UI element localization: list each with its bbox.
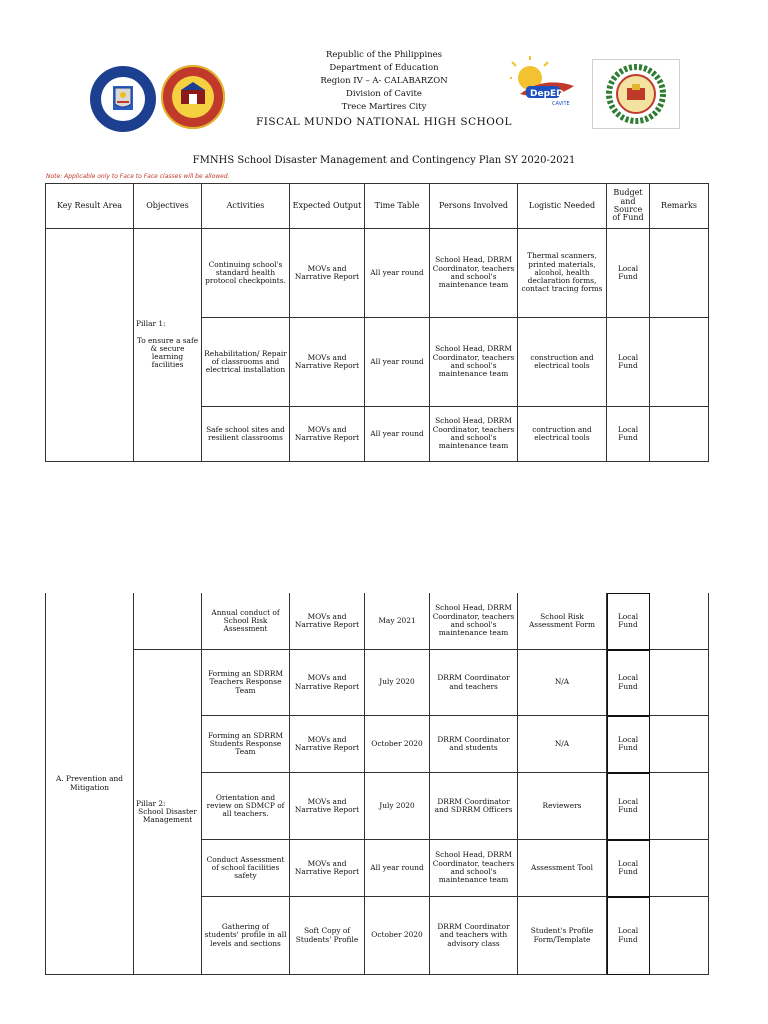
time-cell: All year round <box>365 407 430 462</box>
activity-cell: Orientation and review on SDMCP of all teachers. <box>202 773 290 840</box>
logistic-cell: Student's Profile Form/Template <box>518 897 607 975</box>
time-cell: July 2020 <box>365 650 430 716</box>
activity-cell: Forming an SDRRM Teachers Response Team <box>202 650 290 716</box>
deped-cavite-sub: CAVITE <box>552 101 570 107</box>
budget-cell: Local Fund <box>607 773 650 840</box>
page-break-mask-4 <box>46 978 134 982</box>
time-cell: October 2020 <box>365 716 430 773</box>
output-cell: Soft Copy of Students' Profile <box>290 897 365 975</box>
time-cell: All year round <box>365 840 430 897</box>
output-cell: MOVs and Narrative Report <box>290 407 365 462</box>
page-break-mask-6 <box>651 978 709 982</box>
remarks-cell <box>650 407 709 462</box>
budget-cell: Local Fund <box>607 650 650 716</box>
header-department: Department of Education <box>329 63 439 73</box>
time-cell: May 2021 <box>365 593 430 650</box>
output-cell: MOVs and Narrative Report <box>290 716 365 773</box>
budget-cell: Local Fund <box>607 593 650 650</box>
header-budget: Budget and Source of Fund <box>607 184 650 229</box>
header-activities: Activities <box>202 184 290 229</box>
persons-cell: School Head, DRRM Coordinator, teachers and school's maintenance team <box>430 229 518 318</box>
applicability-note: Note: Applicable only to Face to Face classes will be allowed. <box>46 173 230 180</box>
pillar-1-label: Pillar 1: <box>136 319 166 329</box>
budget-cell: Local Fund <box>607 407 650 462</box>
persons-cell: School Head, DRRM Coordinator, teachers and school's maintenance team <box>430 593 518 650</box>
activity-cell: Safe school sites and resilient classrooms <box>202 407 290 462</box>
time-cell: All year round <box>365 229 430 318</box>
remarks-cell <box>650 773 709 840</box>
activity-cell: Gathering of students' profile in all levels and sections <box>202 897 290 975</box>
objective-pillar-2 <box>134 650 202 975</box>
table-header-row <box>46 184 709 229</box>
logistic-cell: Thermal scanners, printed materials, alcohol, health declaration forms, contact tracing forms <box>518 229 607 318</box>
header-objectives: Objectives <box>134 184 202 229</box>
deped-cavite-logo <box>510 56 578 122</box>
header-key-result-area: Key Result Area <box>46 184 134 229</box>
activity-cell: Forming an SDRRM Students Response Team <box>202 716 290 773</box>
persons-cell: School Head, DRRM Coordinator, teachers and school's maintenance team <box>430 407 518 462</box>
plan-title: FMNHS School Disaster Management and Contingency Plan SY 2020-2021 <box>192 155 576 166</box>
header-logistic-needed: Logistic Needed <box>518 184 607 229</box>
persons-cell: DRRM Coordinator and teachers with advisory class <box>430 897 518 975</box>
header-expected-output: Expected Output <box>290 184 365 229</box>
school-logo <box>592 59 680 129</box>
persons-cell: School Head, DRRM Coordinator, teachers and school's maintenance team <box>430 318 518 407</box>
header-school-name: FISCAL MUNDO NATIONAL HIGH SCHOOL <box>255 116 512 128</box>
header-persons-involved: Persons Involved <box>430 184 518 229</box>
pillar-2-description: School Disaster Management <box>138 806 197 825</box>
logistic-cell: N/A <box>518 650 607 716</box>
logistic-cell: construction and electrical tools <box>518 318 607 407</box>
logistic-cell: Assessment Tool <box>518 840 607 897</box>
key-result-area-cell: A. Prevention and Mitigation <box>46 593 134 975</box>
persons-cell: DRRM Coordinator and teachers <box>430 650 518 716</box>
pillar-1-description: To ensure a safe & secure learning facilities <box>136 335 199 370</box>
remarks-cell <box>650 318 709 407</box>
time-cell: All year round <box>365 318 430 407</box>
objective-cell-empty <box>134 593 202 650</box>
header-remarks: Remarks <box>650 184 709 229</box>
kra-cell-empty <box>46 229 134 462</box>
logistic-cell: N/A <box>518 716 607 773</box>
table-row <box>46 229 709 318</box>
remarks-cell <box>650 840 709 897</box>
logistic-cell: Reviewers <box>518 773 607 840</box>
logistic-cell: contruction and electrical tools <box>518 407 607 462</box>
time-cell: July 2020 <box>365 773 430 840</box>
page-break-mask-5 <box>201 978 607 982</box>
logistic-cell: School Risk Assessment Form <box>518 593 607 650</box>
activity-cell: Rehabilitation/ Repair of classrooms and electrical installation <box>202 318 290 407</box>
output-cell: MOVs and Narrative Report <box>290 318 365 407</box>
output-cell: MOVs and Narrative Report <box>290 773 365 840</box>
activity-cell: Conduct Assessment of school facilities safety <box>202 840 290 897</box>
output-cell: MOVs and Narrative Report <box>290 840 365 897</box>
plan-table-page-2 <box>45 592 709 975</box>
deped-seal-logo <box>84 64 162 138</box>
budget-cell: Local Fund <box>607 318 650 407</box>
output-cell: MOVs and Narrative Report <box>290 650 365 716</box>
budget-cell: Local Fund <box>607 716 650 773</box>
persons-cell: School Head, DRRM Coordinator, teachers and school's maintenance team <box>430 840 518 897</box>
budget-cell: Local Fund <box>607 840 650 897</box>
output-cell: MOVs and Narrative Report <box>290 229 365 318</box>
budget-cell: Local Fund <box>607 229 650 318</box>
table-row <box>46 650 709 716</box>
persons-cell: DRRM Coordinator and students <box>430 716 518 773</box>
header-republic: Republic of the Philippines <box>325 50 443 60</box>
table-row <box>46 593 709 650</box>
objective-pillar-1 <box>134 229 202 462</box>
header-city: Trece Martires City <box>341 102 427 112</box>
persons-cell: DRRM Coordinator and SDRRM Officers <box>430 773 518 840</box>
remarks-cell <box>650 716 709 773</box>
remarks-cell <box>650 229 709 318</box>
time-cell: October 2020 <box>365 897 430 975</box>
page-break-mask-2 <box>135 462 201 465</box>
pillar-2-label: Pillar 2: <box>136 798 166 808</box>
output-cell: MOVs and Narrative Report <box>290 593 365 650</box>
page-break-mask-3 <box>44 590 710 593</box>
header-division: Division of Cavite <box>346 89 422 99</box>
deped-cavite-text: DepED <box>530 89 564 99</box>
header-region: Region IV – A- CALABARZON <box>320 76 448 86</box>
page-break-mask-1 <box>46 462 134 465</box>
activity-cell: Annual conduct of School Risk Assessment <box>202 593 290 650</box>
remarks-cell <box>650 593 709 650</box>
region-seal-logo <box>160 62 226 136</box>
remarks-cell <box>650 650 709 716</box>
remarks-cell <box>650 897 709 975</box>
plan-table-page-1 <box>45 183 709 462</box>
budget-cell: Local Fund <box>607 897 650 975</box>
header-time-table: Time Table <box>365 184 430 229</box>
activity-cell: Continuing school's standard health protocol checkpoints. <box>202 229 290 318</box>
